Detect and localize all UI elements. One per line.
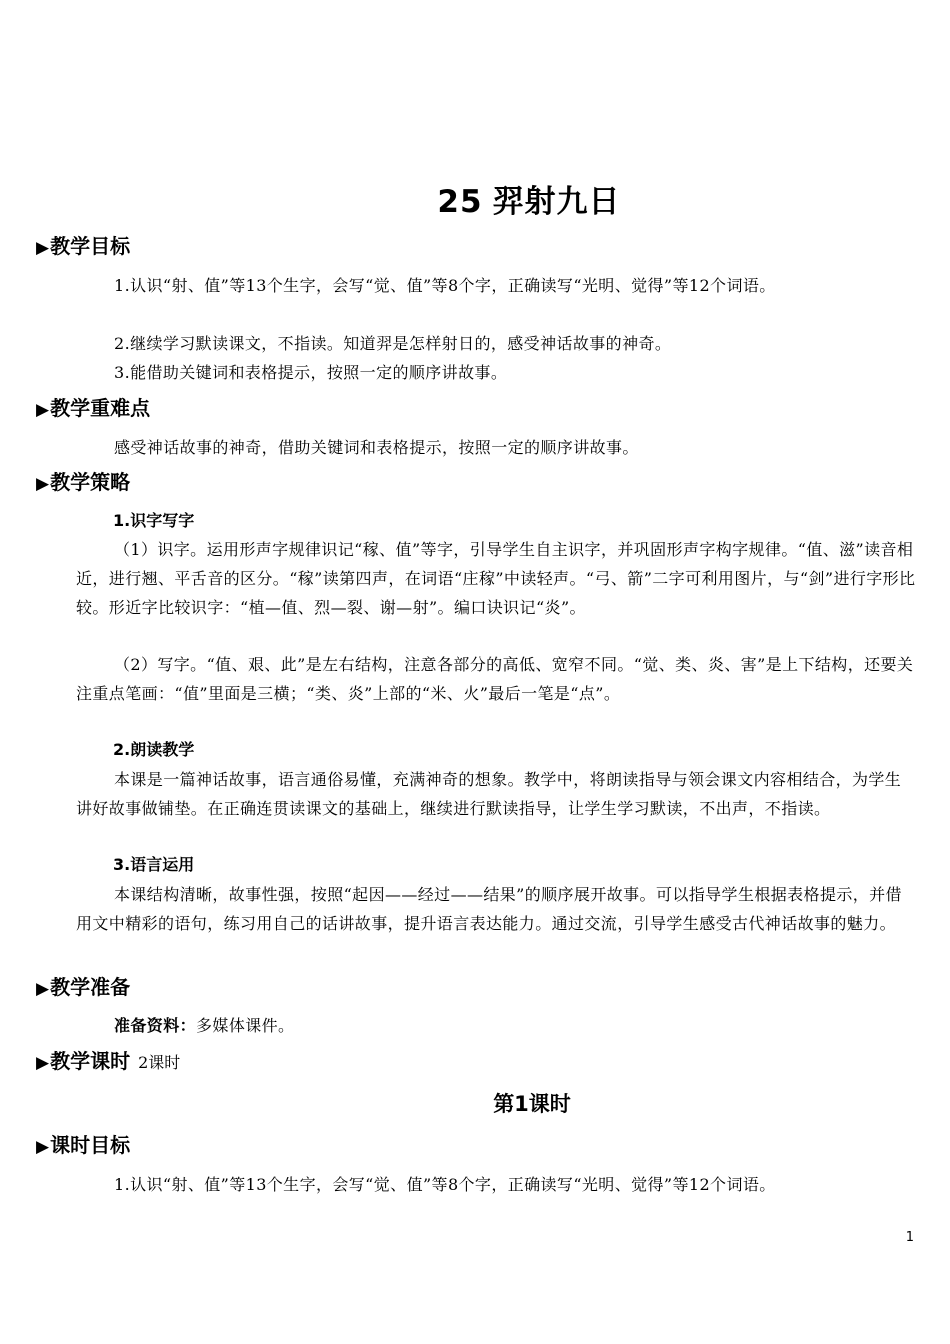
goal-item-1: 1.认识“射、值”等13个生字，会写“觉、值”等8个字，正确读写“光明、觉得”等12个词语。	[114, 276, 776, 295]
arrow-icon: ▶	[36, 979, 50, 999]
section-heading-hours: ▶教学课时 2课时	[36, 1049, 181, 1073]
strategy-literacy-p2: （2）写字。“值、艰、此”是左右结构，注意各部分的高低、宽窄不同。“觉、类、炎、害”是上下结构，还要关注重点笔画：“值”里面是三横；“类、炎”上部的“米、火”最后一笔是“点”。	[76, 655, 914, 703]
section-heading-goals: ▶教学目标	[36, 234, 131, 258]
strategy-sub-reading: 2.朗读教学	[113, 740, 195, 759]
goal-item-2: 2.继续学习默读课文，不指读。知道羿是怎样射日的，感受神话故事的神奇。	[114, 334, 672, 353]
lesson-title-text: 羿射九日	[492, 184, 621, 220]
strategy-language-p: 本课结构清晰，故事性强，按照“起因——经过——结果”的顺序展开故事。可以指导学生根据表格提示，并借用文中精彩的语句，练习用自己的话讲故事，提升语言表达能力。通过交流，引导学生感受古代神话故事的魅力。	[76, 885, 902, 933]
section-heading-strategy: ▶教学策略	[36, 470, 131, 494]
strategy-sub-literacy: 1.识字写字	[113, 511, 195, 530]
arrow-icon: ▶	[36, 400, 50, 420]
section-heading-preparation: ▶教学准备	[36, 975, 131, 999]
key-points-text: 感受神话故事的神奇，借助关键词和表格提示，按照一定的顺序讲故事。	[114, 438, 639, 457]
preparation-text	[76, 1011, 916, 1040]
preparation-label: 准备资料：	[114, 1016, 197, 1035]
arrow-icon: ▶	[36, 1053, 50, 1073]
goal-item-3: 3.能借助关键词和表格提示，按照一定的顺序讲故事。	[114, 363, 508, 382]
strategy-sub-language: 3.语言运用	[113, 855, 195, 874]
section-heading-key-points: ▶教学重难点	[36, 396, 151, 420]
section-heading-lesson-goals: ▶课时目标	[36, 1133, 131, 1157]
strategy-literacy-p1: （1）识字。运用形声字规律识记“稼、值”等字，引导学生自主识字，并巩固形声字构字规律。“值、滋”读音相近，进行翘、平舌音的区分。“稼”读第四声，在词语“庄稼”中读轻声。“弓、箭”二字可利用图片，与“剑”进行字形比较。形近字比较识字：“植—值、烈—裂、谢—射”。编口诀识记“炎”。	[76, 540, 916, 617]
lesson-number: 25	[437, 184, 483, 220]
arrow-icon: ▶	[36, 1137, 50, 1157]
strategy-reading-p: 本课是一篇神话故事，语言通俗易懂，充满神奇的想象。教学中，将朗读指导与领会课文内容相结合，为学生讲好故事做铺垫。在正确连贯读课文的基础上，继续进行默读指导，让学生学习默读，不出声，不指读。	[76, 770, 902, 818]
preparation-value: 多媒体课件。	[196, 1016, 295, 1035]
page-number: 1	[905, 1230, 914, 1245]
arrow-icon: ▶	[36, 238, 50, 258]
lesson-goal-item-1: 1.认识“射、值”等13个生字，会写“觉、值”等8个字，正确读写“光明、觉得”等12个词语。	[114, 1175, 776, 1194]
lesson-1-title: 第1课时	[493, 1092, 571, 1116]
hours-value: 2课时	[138, 1053, 181, 1072]
document-title	[0, 176, 950, 221]
arrow-icon: ▶	[36, 474, 50, 494]
